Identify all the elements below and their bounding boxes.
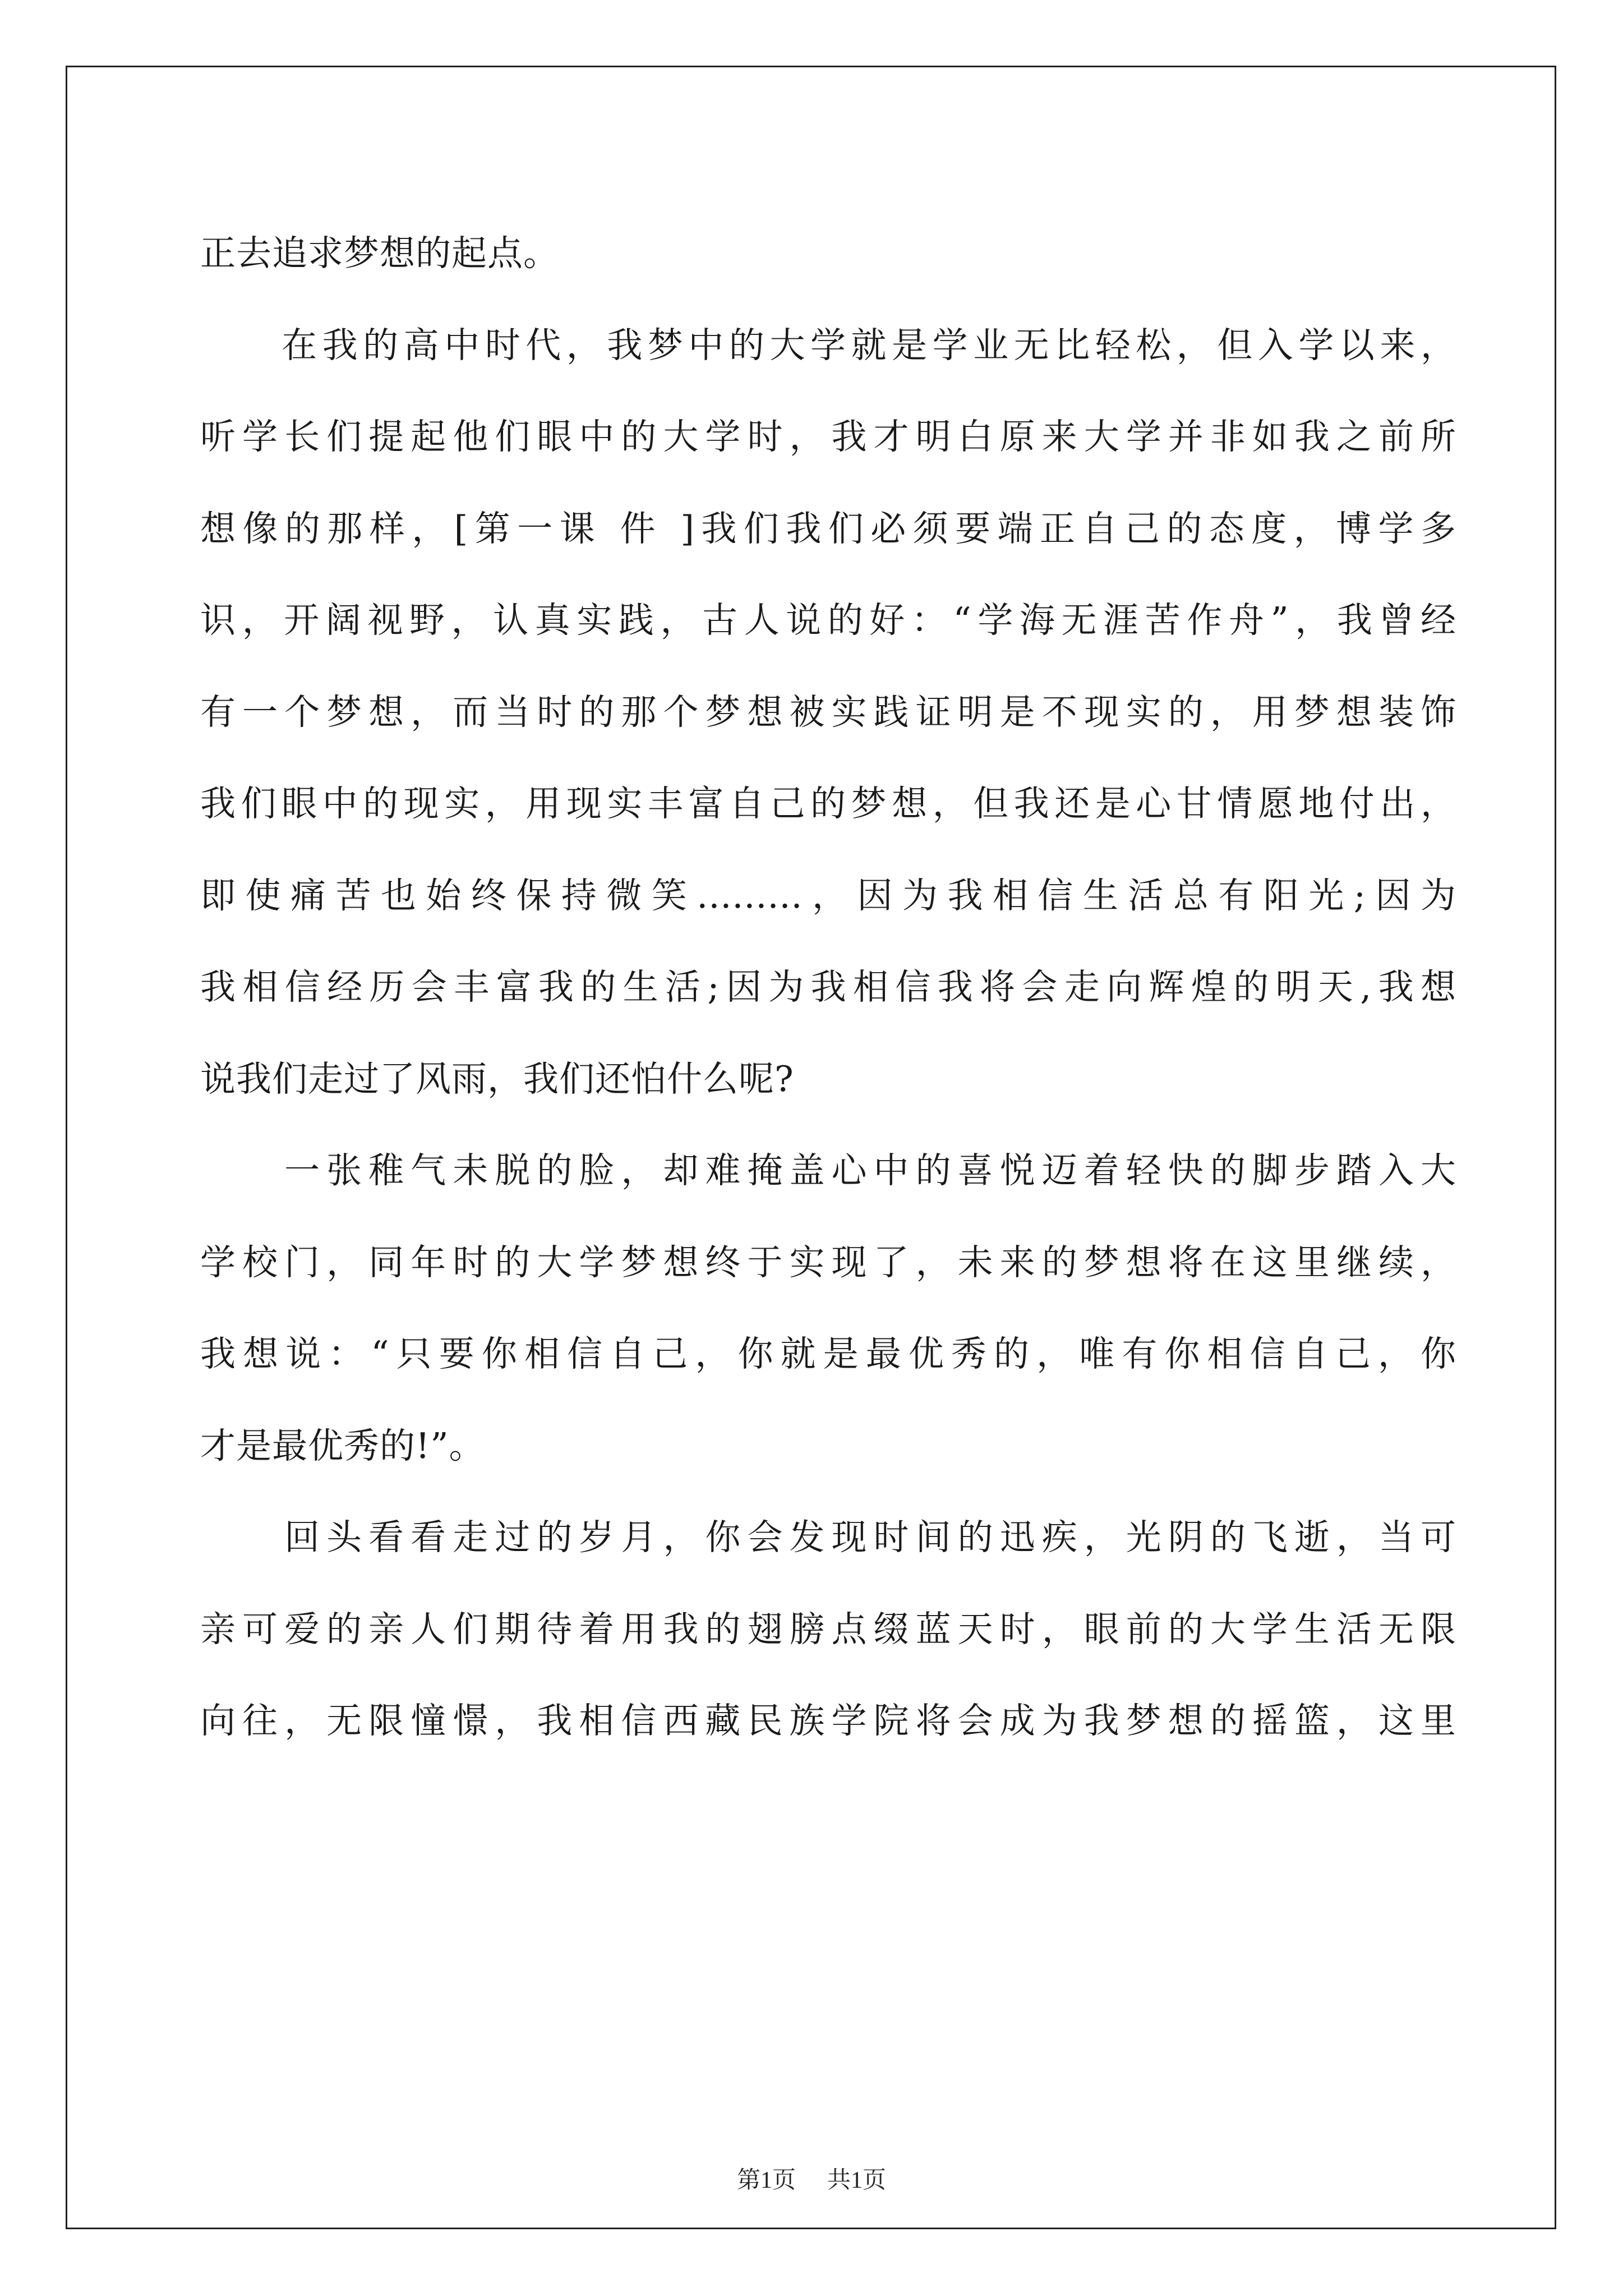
text-line: 一张稚气未脱的脸，却难掩盖心中的喜悦迈着轻快的脚步踏入大 <box>200 1150 1456 1191</box>
text-line: 亲可爱的亲人们期待着用我的翅膀点缀蓝天时，眼前的大学生活无限 <box>200 1608 1456 1650</box>
page-number: 第1页 <box>736 2168 796 2193</box>
page-total: 共1页 <box>827 2168 887 2193</box>
text-line: 我们眼中的现实，用现实丰富自己的梦想，但我还是心甘情愿地付出， <box>200 783 1456 824</box>
text-line: 想像的那样，[第一课 件 ]我们我们必须要端正自己的态度，博学多 <box>200 508 1456 549</box>
text-line: 有一个梦想，而当时的那个梦想被实践证明是不现实的，用梦想装饰 <box>200 691 1456 733</box>
text-line: 才是最优秀的!”。 <box>200 1425 485 1466</box>
text-line: 向往，无限憧憬，我相信西藏民族学院将会成为我梦想的摇篮，这里 <box>200 1700 1456 1741</box>
document-body <box>200 208 1456 1767</box>
page-footer <box>0 2166 1623 2194</box>
text-line: 学校门，同年时的大学梦想终于实现了，未来的梦想将在这里继续， <box>200 1241 1456 1283</box>
text-line: 我想说：“只要你相信自己，你就是最优秀的，唯有你相信自己，你 <box>200 1333 1456 1374</box>
text-line: 听学长们提起他们眼中的大学时，我才明白原来大学并非如我之前所 <box>200 416 1456 457</box>
text-line: 说我们走过了风雨，我们还怕什么呢? <box>200 1058 794 1099</box>
text-line: 我相信经历会丰富我的生活;因为我相信我将会走向辉煌的明天,我想 <box>200 967 1456 1007</box>
text-line: 正去追求梦想的起点。 <box>200 233 559 274</box>
text-line: 即使痛苦也始终保持微笑.........，因为我相信生活总有阳光;因为 <box>200 875 1456 916</box>
text-line: 识，开阔视野，认真实践，古人说的好：“学海无涯苦作舟”，我曾经 <box>200 600 1456 641</box>
text-line: 回头看看走过的岁月，你会发现时间的迅疾，光阴的飞逝，当可 <box>200 1517 1456 1558</box>
text-line: 在我的高中时代，我梦中的大学就是学业无比轻松，但入学以来， <box>200 324 1456 366</box>
